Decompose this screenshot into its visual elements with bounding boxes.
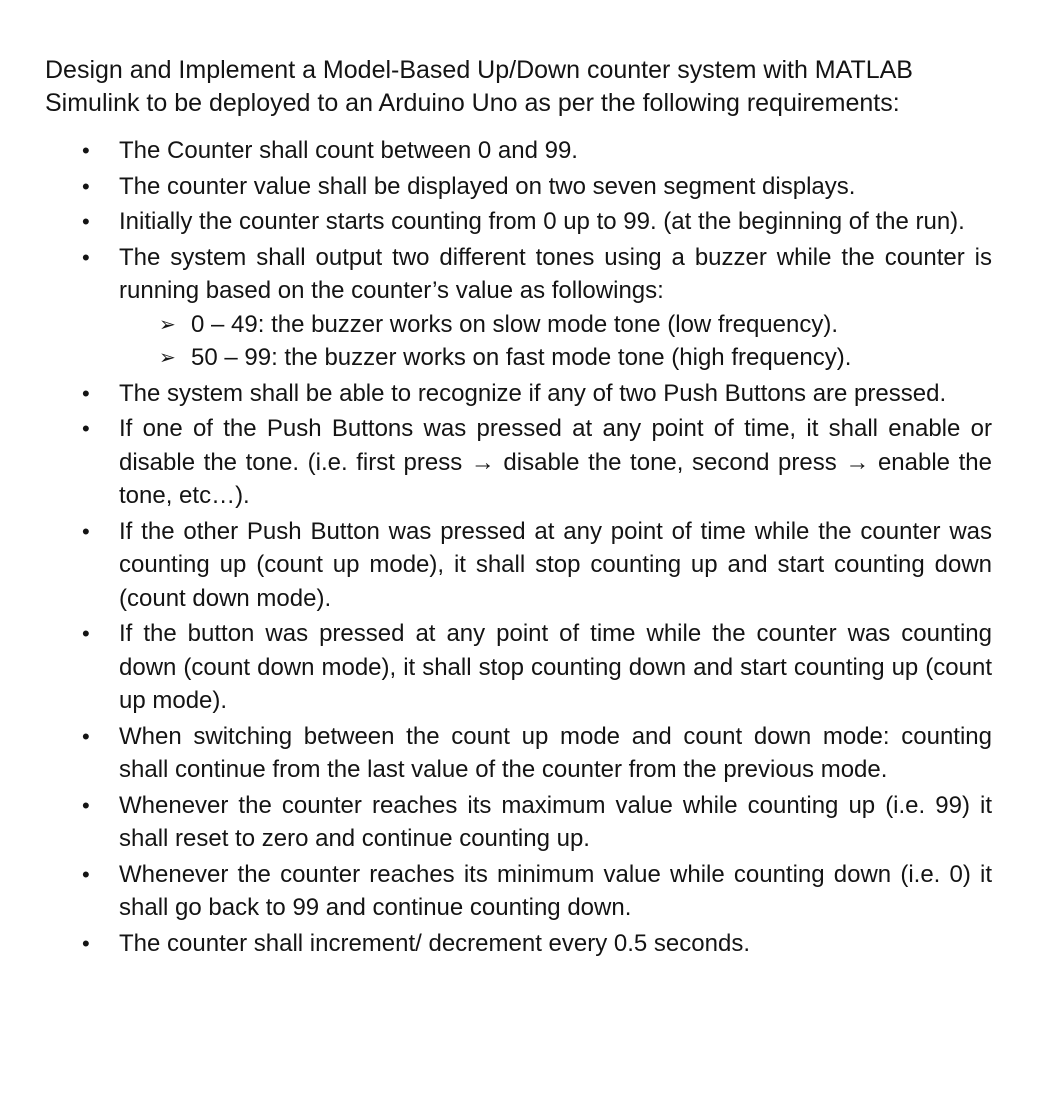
requirement-item: • Whenever the counter reaches its minimum value while counting down (i.e. 0) it shall go back to 99 and continue counting down.	[45, 858, 992, 925]
requirement-item: • Whenever the counter reaches its maximum value while counting up (i.e. 99) it shall reset to zero and continue counting up.	[45, 789, 992, 856]
tone-mode-item: ➢ 0 – 49: the buzzer works on slow mode tone (low frequency).	[119, 308, 992, 342]
tone-mode-item: ➢ 50 – 99: the buzzer works on fast mode tone (high frequency).	[119, 341, 992, 375]
requirement-item: • The counter value shall be displayed on two seven segment displays.	[45, 170, 992, 204]
requirement-item: • The system shall be able to recognize if any of two Push Buttons are pressed.	[45, 377, 992, 411]
intro-paragraph: Design and Implement a Model-Based Up/Down counter system with MATLAB Simulink to be deployed to an Arduino Uno as per the following requirements:	[45, 56, 913, 117]
document-page	[45, 54, 992, 962]
requirement-item	[45, 241, 992, 375]
requirement-item: • If one of the Push Buttons was pressed at any point of time, it shall enable or disable the tone. (i.e. first press → disable the tone, second press → enable the tone, etc…).	[45, 412, 992, 513]
requirements-list	[45, 134, 992, 960]
requirement-item: • Initially the counter starts counting from 0 up to 99. (at the beginning of the run).	[45, 205, 992, 239]
requirement-text: The system shall output two different tones using a buzzer while the counter is running based on the counter’s value as followings:	[119, 243, 992, 304]
requirement-item: • The Counter shall count between 0 and 99.	[45, 134, 992, 168]
requirement-item: • If the button was pressed at any point of time while the counter was counting down (count down mode), it shall stop counting down and start counting up (count up mode).	[45, 617, 992, 718]
tone-modes-list	[119, 308, 992, 375]
requirement-item: • The counter shall increment/ decrement every 0.5 seconds.	[45, 927, 992, 961]
requirement-item: • When switching between the count up mode and count down mode: counting shall continue from the last value of the counter from the previous mode.	[45, 720, 992, 787]
requirement-item: • If the other Push Button was pressed at any point of time while the counter was counting up (count up mode), it shall stop counting up and start counting down (count down mode).	[45, 515, 992, 616]
